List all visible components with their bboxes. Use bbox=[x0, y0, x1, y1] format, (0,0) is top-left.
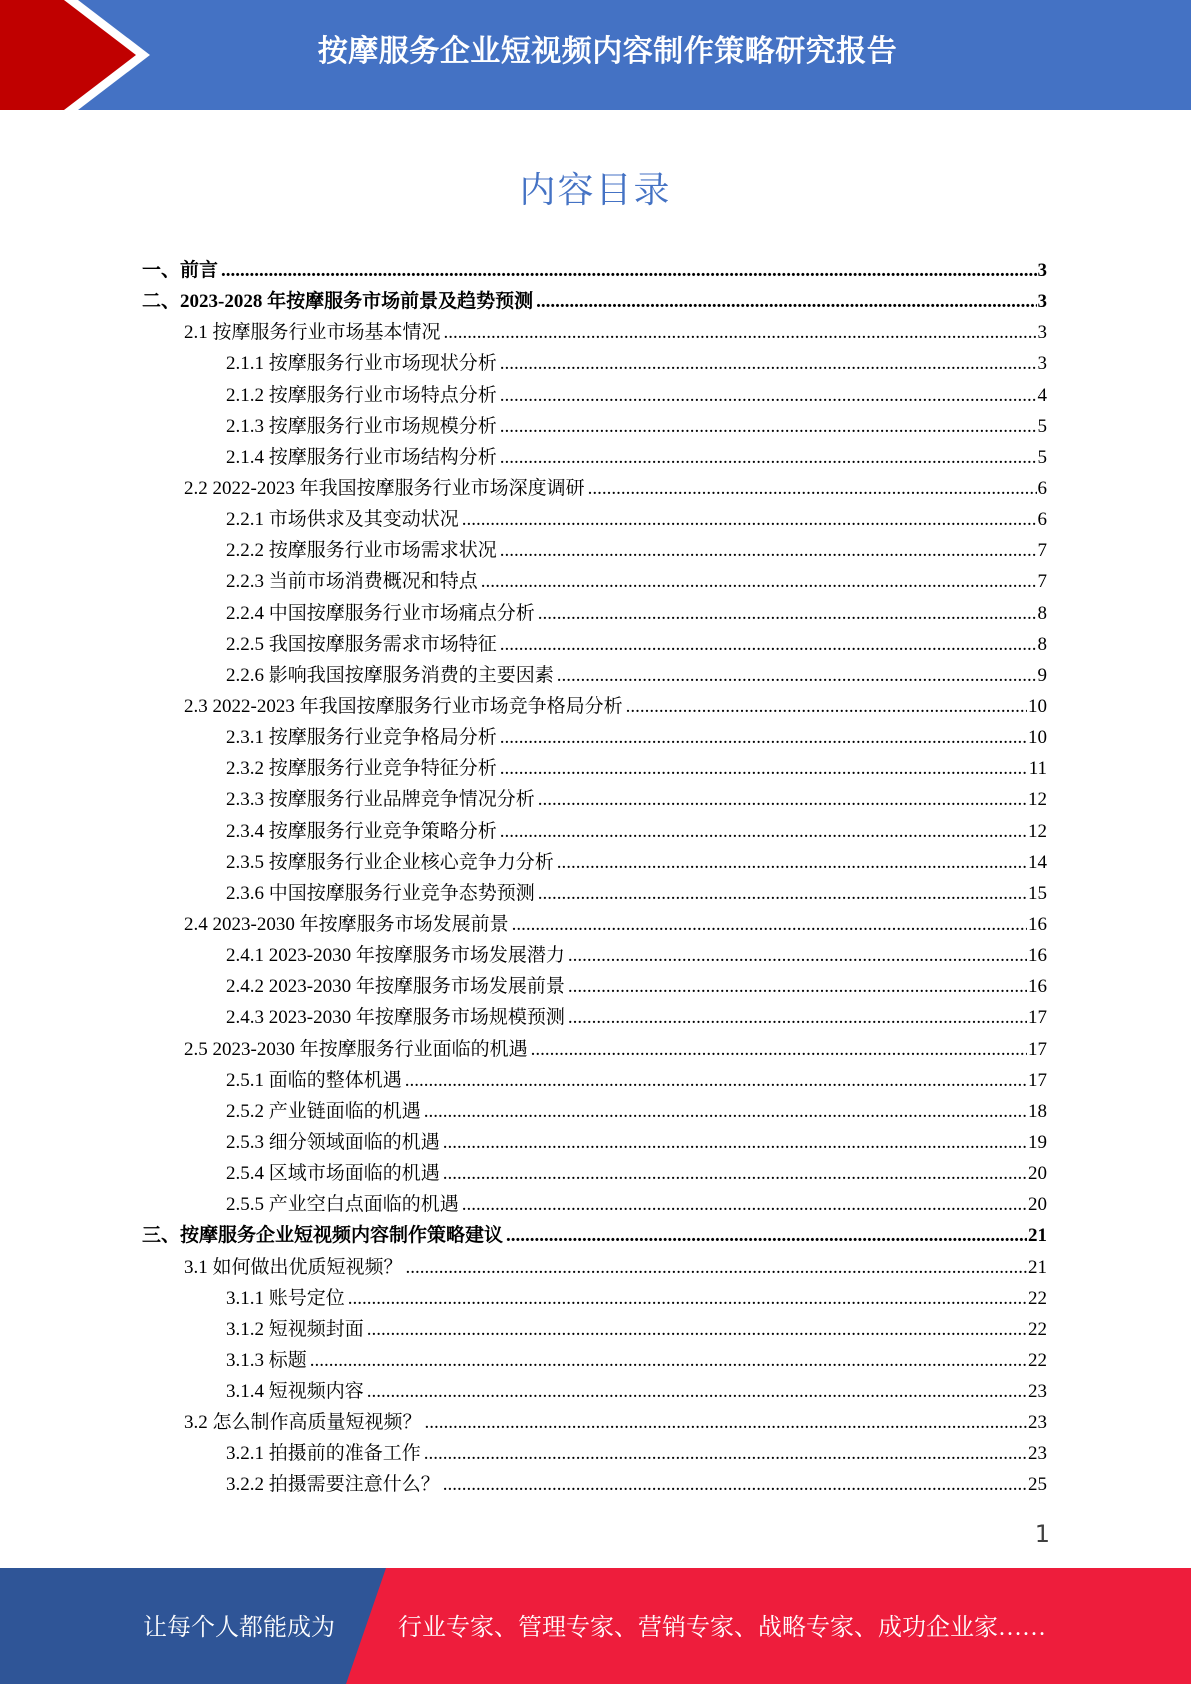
toc-leader-dots bbox=[557, 660, 1037, 691]
toc-entry-title: 2.5.2 产业链面临的机遇 bbox=[226, 1100, 421, 1122]
toc-entry-page: 22 bbox=[1028, 1318, 1047, 1340]
toc-entry-page: 23 bbox=[1028, 1381, 1047, 1403]
toc-entry-title: 三、按摩服务企业短视频内容制作策略建议 bbox=[142, 1225, 504, 1247]
toc-heading: 内容目录 bbox=[519, 169, 672, 210]
toc-leader-dots bbox=[443, 1158, 1027, 1189]
toc-leader-dots bbox=[568, 1002, 1027, 1033]
toc-leader-dots bbox=[568, 940, 1027, 971]
toc-leader-dots bbox=[348, 1283, 1027, 1314]
toc-entry-page: 25 bbox=[1028, 1474, 1047, 1496]
toc-entry-page: 8 bbox=[1037, 633, 1047, 655]
toc-leader-dots bbox=[221, 255, 1036, 286]
toc-entry[interactable] bbox=[142, 1220, 1047, 1251]
header-banner bbox=[0, 0, 1191, 110]
toc-leader-dots bbox=[536, 286, 1036, 317]
toc-entry[interactable] bbox=[142, 1096, 1047, 1127]
toc-entry-title: 3.1.1 账号定位 bbox=[226, 1287, 345, 1309]
toc-entry[interactable] bbox=[142, 784, 1047, 815]
toc-leader-dots bbox=[424, 1096, 1027, 1127]
toc-leader-dots bbox=[500, 816, 1027, 847]
toc-entry[interactable] bbox=[142, 1407, 1047, 1438]
footer-banner bbox=[0, 1568, 1191, 1684]
toc-leader-dots bbox=[531, 1034, 1027, 1065]
toc-entry[interactable] bbox=[142, 566, 1047, 597]
toc-entry-page: 19 bbox=[1028, 1131, 1047, 1153]
toc-entry-title: 2.1 按摩服务行业市场基本情况 bbox=[184, 322, 441, 344]
toc-leader-dots bbox=[367, 1314, 1027, 1345]
toc-entry[interactable] bbox=[142, 1438, 1047, 1469]
toc-entry-page: 6 bbox=[1037, 509, 1047, 531]
toc-entry-page: 16 bbox=[1028, 976, 1047, 998]
toc-entry-page: 16 bbox=[1028, 945, 1047, 967]
toc-leader-dots bbox=[512, 909, 1027, 940]
toc-leader-dots bbox=[500, 629, 1037, 660]
toc-entry-page: 17 bbox=[1028, 1007, 1047, 1029]
toc-entry-page: 3 bbox=[1037, 291, 1047, 313]
toc-entry[interactable] bbox=[142, 535, 1047, 566]
toc-entry-page: 17 bbox=[1028, 1069, 1047, 1091]
toc-leader-dots bbox=[500, 380, 1037, 411]
toc-leader-dots bbox=[367, 1376, 1027, 1407]
toc-entry-title: 2.5 2023-2030 年按摩服务行业面临的机遇 bbox=[184, 1038, 528, 1060]
toc-entry-page: 23 bbox=[1028, 1412, 1047, 1434]
toc-entry[interactable] bbox=[142, 348, 1047, 379]
toc-entry-title: 2.1.4 按摩服务行业市场结构分析 bbox=[226, 446, 497, 468]
toc-entry-page: 21 bbox=[1028, 1225, 1047, 1247]
toc-entry[interactable] bbox=[142, 1158, 1047, 1189]
footer-slogan-left: 让每个人都能成为 bbox=[143, 1615, 335, 1641]
toc-entry-page: 3 bbox=[1037, 353, 1047, 375]
toc-entry-title: 2.1.1 按摩服务行业市场现状分析 bbox=[226, 353, 497, 375]
toc-entry[interactable] bbox=[142, 940, 1047, 971]
toc-entry-title: 3.2 怎么制作高质量短视频？ bbox=[184, 1412, 422, 1434]
toc-entry[interactable] bbox=[142, 1314, 1047, 1345]
page-number: 1 bbox=[1034, 1520, 1050, 1548]
toc-entry[interactable] bbox=[142, 753, 1047, 784]
toc-entry[interactable] bbox=[142, 847, 1047, 878]
toc-entry[interactable] bbox=[142, 411, 1047, 442]
toc-entry-page: 5 bbox=[1037, 446, 1047, 468]
toc-entry-page: 17 bbox=[1028, 1038, 1047, 1060]
toc-entry-page: 20 bbox=[1028, 1163, 1047, 1185]
toc-entry[interactable] bbox=[142, 1345, 1047, 1376]
toc-entry[interactable] bbox=[142, 816, 1047, 847]
toc-leader-dots bbox=[500, 535, 1037, 566]
toc-entry[interactable] bbox=[142, 317, 1047, 348]
toc-leader-dots bbox=[444, 317, 1037, 348]
toc-entry-title: 2.1.3 按摩服务行业市场规模分析 bbox=[226, 415, 497, 437]
toc-entry[interactable] bbox=[142, 971, 1047, 1002]
toc-leader-dots bbox=[481, 566, 1037, 597]
toc-leader-dots bbox=[500, 753, 1028, 784]
toc-entry-page: 6 bbox=[1037, 477, 1047, 499]
toc-leader-dots bbox=[500, 722, 1027, 753]
toc-entry[interactable] bbox=[142, 1127, 1047, 1158]
toc-entry-title: 3.1.4 短视频内容 bbox=[226, 1381, 364, 1403]
toc-entry[interactable] bbox=[142, 660, 1047, 691]
toc-entry-title: 2.2.4 中国按摩服务行业市场痛点分析 bbox=[226, 602, 535, 624]
toc-entry-title: 3.1.3 标题 bbox=[226, 1349, 307, 1371]
toc-entry[interactable] bbox=[142, 1065, 1047, 1096]
toc-leader-dots bbox=[506, 1220, 1027, 1251]
toc-entry[interactable] bbox=[142, 442, 1047, 473]
toc-entry-title: 2.3.4 按摩服务行业竞争策略分析 bbox=[226, 820, 497, 842]
toc-leader-dots bbox=[425, 1407, 1027, 1438]
toc-leader-dots bbox=[406, 1252, 1027, 1283]
toc-entry-page: 9 bbox=[1037, 664, 1047, 686]
toc-entry-page: 22 bbox=[1028, 1349, 1047, 1371]
toc-entry-page: 12 bbox=[1028, 820, 1047, 842]
toc-entry-title: 2.1.2 按摩服务行业市场特点分析 bbox=[226, 384, 497, 406]
toc-leader-dots bbox=[538, 598, 1037, 629]
toc-entry-page: 18 bbox=[1028, 1100, 1047, 1122]
toc-entry[interactable] bbox=[142, 691, 1047, 722]
toc-entry-title: 2.5.5 产业空白点面临的机遇 bbox=[226, 1194, 459, 1216]
toc-entry-title: 2.4 2023-2030 年按摩服务市场发展前景 bbox=[184, 913, 509, 935]
toc-entry-title: 2.3.1 按摩服务行业竞争格局分析 bbox=[226, 727, 497, 749]
toc-entry-page: 14 bbox=[1028, 851, 1047, 873]
toc-entry-title: 2.2.3 当前市场消费概况和特点 bbox=[226, 571, 478, 593]
toc-entry-page: 10 bbox=[1028, 727, 1047, 749]
toc-entry-title: 3.1 如何做出优质短视频？ bbox=[184, 1256, 403, 1278]
toc-entry-title: 2.2.6 影响我国按摩服务消费的主要因素 bbox=[226, 664, 554, 686]
toc-entry-title: 2.2 2022-2023 年我国按摩服务行业市场深度调研 bbox=[184, 477, 585, 499]
toc-entry-page: 21 bbox=[1028, 1256, 1047, 1278]
toc-entry-page: 8 bbox=[1037, 602, 1047, 624]
toc-entry-title: 2.4.1 2023-2030 年按摩服务市场发展潜力 bbox=[226, 945, 565, 967]
toc-entry[interactable] bbox=[142, 909, 1047, 940]
toc-entry[interactable] bbox=[142, 722, 1047, 753]
toc-entry-page: 16 bbox=[1028, 913, 1047, 935]
toc-leader-dots bbox=[443, 1127, 1027, 1158]
toc-leader-dots bbox=[538, 878, 1027, 909]
toc-entry-page: 20 bbox=[1028, 1194, 1047, 1216]
toc-entry[interactable] bbox=[142, 380, 1047, 411]
toc-leader-dots bbox=[424, 1438, 1027, 1469]
toc-entry-page: 3 bbox=[1037, 260, 1047, 281]
toc-entry-page: 12 bbox=[1028, 789, 1047, 811]
toc-entry[interactable] bbox=[142, 255, 1047, 286]
toc-entry-page: 23 bbox=[1028, 1443, 1047, 1465]
toc-entry-title: 3.2.1 拍摄前的准备工作 bbox=[226, 1443, 421, 1465]
toc-entry-title: 2.5.1 面临的整体机遇 bbox=[226, 1069, 402, 1091]
toc-leader-dots bbox=[405, 1065, 1027, 1096]
toc-entry-title: 3.1.2 短视频封面 bbox=[226, 1318, 364, 1340]
toc-leader-dots bbox=[626, 691, 1027, 722]
table-of-contents bbox=[142, 255, 1047, 1501]
toc-entry[interactable] bbox=[142, 629, 1047, 660]
toc-entry[interactable] bbox=[142, 473, 1047, 504]
toc-entry[interactable] bbox=[142, 286, 1047, 317]
toc-entry-title: 2.4.2 2023-2030 年按摩服务市场发展前景 bbox=[226, 976, 565, 998]
toc-entry[interactable] bbox=[142, 504, 1047, 535]
toc-entry-title: 2.3.3 按摩服务行业品牌竞争情况分析 bbox=[226, 789, 535, 811]
toc-entry-title: 二、2023-2028 年按摩服务市场前景及趋势预测 bbox=[142, 291, 534, 313]
toc-entry-title: 3.2.2 拍摄需要注意什么？ bbox=[226, 1474, 440, 1496]
toc-entry[interactable] bbox=[142, 598, 1047, 629]
toc-leader-dots bbox=[443, 1469, 1027, 1500]
toc-entry-page: 11 bbox=[1028, 758, 1047, 780]
toc-leader-dots bbox=[462, 1189, 1027, 1220]
toc-leader-dots bbox=[568, 971, 1027, 1002]
toc-leader-dots bbox=[500, 348, 1037, 379]
report-title: 按摩服务企业短视频内容制作策略研究报告 bbox=[317, 35, 898, 68]
toc-entry-page: 10 bbox=[1028, 695, 1047, 717]
toc-entry-title: 2.2.2 按摩服务行业市场需求状况 bbox=[226, 540, 497, 562]
toc-entry[interactable] bbox=[142, 1469, 1047, 1500]
toc-entry-title: 2.5.3 细分领域面临的机遇 bbox=[226, 1131, 440, 1153]
toc-entry[interactable] bbox=[142, 1189, 1047, 1220]
toc-entry-title: 2.5.4 区域市场面临的机遇 bbox=[226, 1163, 440, 1185]
toc-entry[interactable] bbox=[142, 878, 1047, 909]
toc-entry-title: 2.3.2 按摩服务行业竞争特征分析 bbox=[226, 758, 497, 780]
toc-entry[interactable] bbox=[142, 1034, 1047, 1065]
toc-entry-page: 22 bbox=[1028, 1287, 1047, 1309]
toc-entry-page: 7 bbox=[1037, 540, 1047, 562]
footer-slogan-right: 行业专家、管理专家、营销专家、战略专家、成功企业家…… bbox=[398, 1615, 1046, 1641]
toc-leader-dots bbox=[500, 442, 1037, 473]
toc-entry[interactable] bbox=[142, 1376, 1047, 1407]
toc-entry-title: 2.3.5 按摩服务行业企业核心竞争力分析 bbox=[226, 851, 554, 873]
toc-leader-dots bbox=[462, 504, 1037, 535]
toc-entry-page: 4 bbox=[1037, 384, 1047, 406]
toc-entry-title: 一、前言 bbox=[142, 260, 219, 281]
toc-entry-page: 7 bbox=[1037, 571, 1047, 593]
toc-leader-dots bbox=[500, 411, 1037, 442]
toc-leader-dots bbox=[310, 1345, 1027, 1376]
toc-leader-dots bbox=[538, 784, 1027, 815]
toc-entry-title: 2.2.5 我国按摩服务需求市场特征 bbox=[226, 633, 497, 655]
toc-entry[interactable] bbox=[142, 1252, 1047, 1283]
toc-entry-title: 2.4.3 2023-2030 年按摩服务市场规模预测 bbox=[226, 1007, 565, 1029]
toc-leader-dots bbox=[588, 473, 1037, 504]
toc-entry[interactable] bbox=[142, 1283, 1047, 1314]
toc-entry-title: 2.2.1 市场供求及其变动状况 bbox=[226, 509, 459, 531]
toc-entry[interactable] bbox=[142, 1002, 1047, 1033]
toc-entry-title: 2.3 2022-2023 年我国按摩服务行业市场竞争格局分析 bbox=[184, 695, 623, 717]
toc-leader-dots bbox=[557, 847, 1027, 878]
toc-entry-title: 2.3.6 中国按摩服务行业竞争态势预测 bbox=[226, 882, 535, 904]
toc-entry-page: 3 bbox=[1037, 322, 1047, 344]
toc-entry-page: 5 bbox=[1037, 415, 1047, 437]
toc-entry-page: 15 bbox=[1028, 882, 1047, 904]
